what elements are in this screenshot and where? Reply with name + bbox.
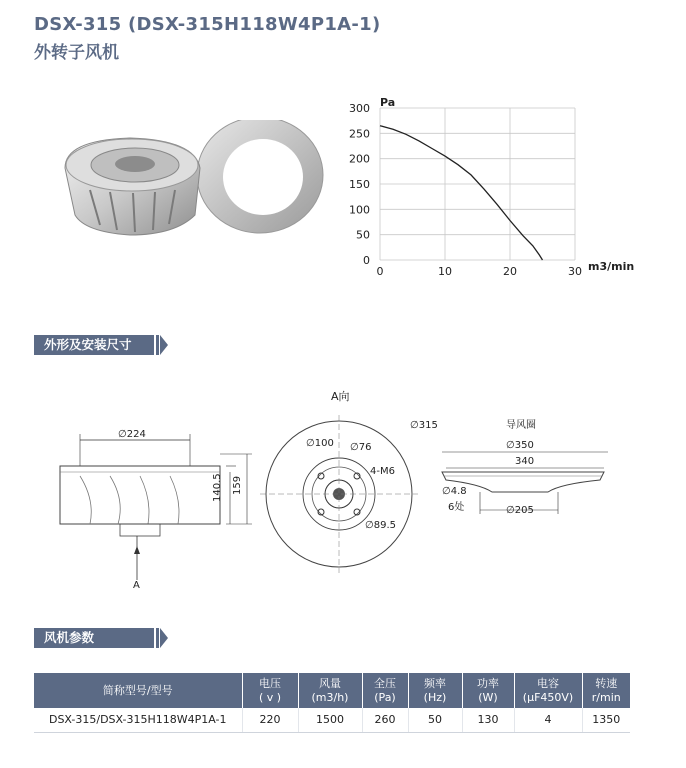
dimension-drawings (40, 380, 620, 590)
x-tick-label: 0 (376, 265, 384, 278)
cell-frequency: 50 (408, 708, 462, 732)
header-speed: 转速 r/min (582, 673, 630, 708)
page-title: DSX-315 (DSX-315H118W4P1A-1) (34, 14, 381, 35)
chart-grid (380, 108, 575, 260)
header-power: 功率 (W) (462, 673, 514, 708)
y-tick-label: 200 (349, 152, 370, 166)
performance-chart (330, 88, 650, 278)
section-params-label: 风机参数 (44, 630, 95, 645)
section-bar-block (156, 628, 159, 648)
cell-speed: 1350 (582, 708, 630, 732)
header-capacitor: 电容 (μF450V) (514, 673, 582, 708)
section-arrow-icon (160, 628, 168, 648)
header-pressure: 全压 (Pa) (362, 673, 408, 708)
y-tick-label: 100 (349, 203, 370, 217)
dim-140-5-label: 140.5 (212, 473, 223, 502)
dim-224-label: ∅224 (118, 429, 146, 440)
spec-table (34, 673, 630, 733)
y-tick-label: 150 (349, 178, 370, 191)
cell-airflow: 1500 (298, 708, 362, 732)
page-subtitle: 外转子风机 (34, 43, 119, 63)
cell-power: 130 (462, 708, 514, 732)
view-a-marker: A (133, 580, 140, 590)
x-axis-label: m3/min (588, 260, 635, 273)
x-tick-label: 30 (568, 265, 582, 278)
header-model: 简称型号/型号 (34, 673, 242, 708)
thread-4m6-label: 4-M6 (370, 466, 395, 477)
y-tick-label: 0 (363, 254, 370, 267)
cell-capacitor: 4 (514, 708, 582, 732)
header-voltage: 电压 ( v ) (242, 673, 298, 708)
dim-315-label: ∅315 (410, 420, 438, 431)
section-params-header (34, 628, 154, 648)
cell-pressure: 260 (362, 708, 408, 732)
chart-ticks (349, 102, 582, 278)
ring-title: 导风圈 (506, 420, 536, 431)
x-tick-label: 20 (503, 265, 517, 278)
dim-4-8-label: ∅4.8 (442, 486, 467, 497)
cell-model: DSX-315/DSX-315H118W4P1A-1 (34, 708, 242, 732)
table-row (34, 708, 630, 732)
dim-350-label: ∅350 (506, 440, 534, 451)
front-view-title: A向 (331, 390, 350, 403)
spec-table-header-row (34, 673, 630, 708)
dim-100-label: ∅100 (306, 438, 334, 449)
dim-205-label: ∅205 (506, 505, 534, 516)
fan-photo (55, 120, 325, 245)
dim-76-label: ∅76 (350, 442, 372, 453)
section-bar-block (156, 335, 159, 355)
inlet-ring-photo (197, 120, 323, 233)
inlet-ring-drawing (442, 419, 608, 516)
header-frequency: 频率 (Hz) (408, 673, 462, 708)
section-dimensions-label: 外形及安装尺寸 (44, 337, 132, 352)
y-axis-label: Pa (380, 96, 396, 109)
cell-voltage: 220 (242, 708, 298, 732)
header-airflow: 风量 (m3/h) (298, 673, 362, 708)
y-tick-label: 50 (356, 228, 370, 242)
dim-89-5-label: ∅89.5 (365, 520, 396, 531)
impeller-photo (65, 138, 200, 235)
pressure-curve-line (380, 126, 543, 260)
dim-159-label: 159 (232, 475, 243, 495)
section-dimensions-header (34, 335, 154, 355)
y-tick-label: 250 (349, 127, 370, 141)
x-tick-label: 10 (438, 265, 452, 278)
section-arrow-icon (160, 335, 168, 355)
hole-count-label: 6处 (448, 502, 465, 513)
y-tick-label: 300 (349, 102, 370, 115)
side-view-drawing (60, 429, 252, 590)
front-view-drawing (260, 389, 438, 573)
dim-340-label: 340 (515, 456, 535, 467)
